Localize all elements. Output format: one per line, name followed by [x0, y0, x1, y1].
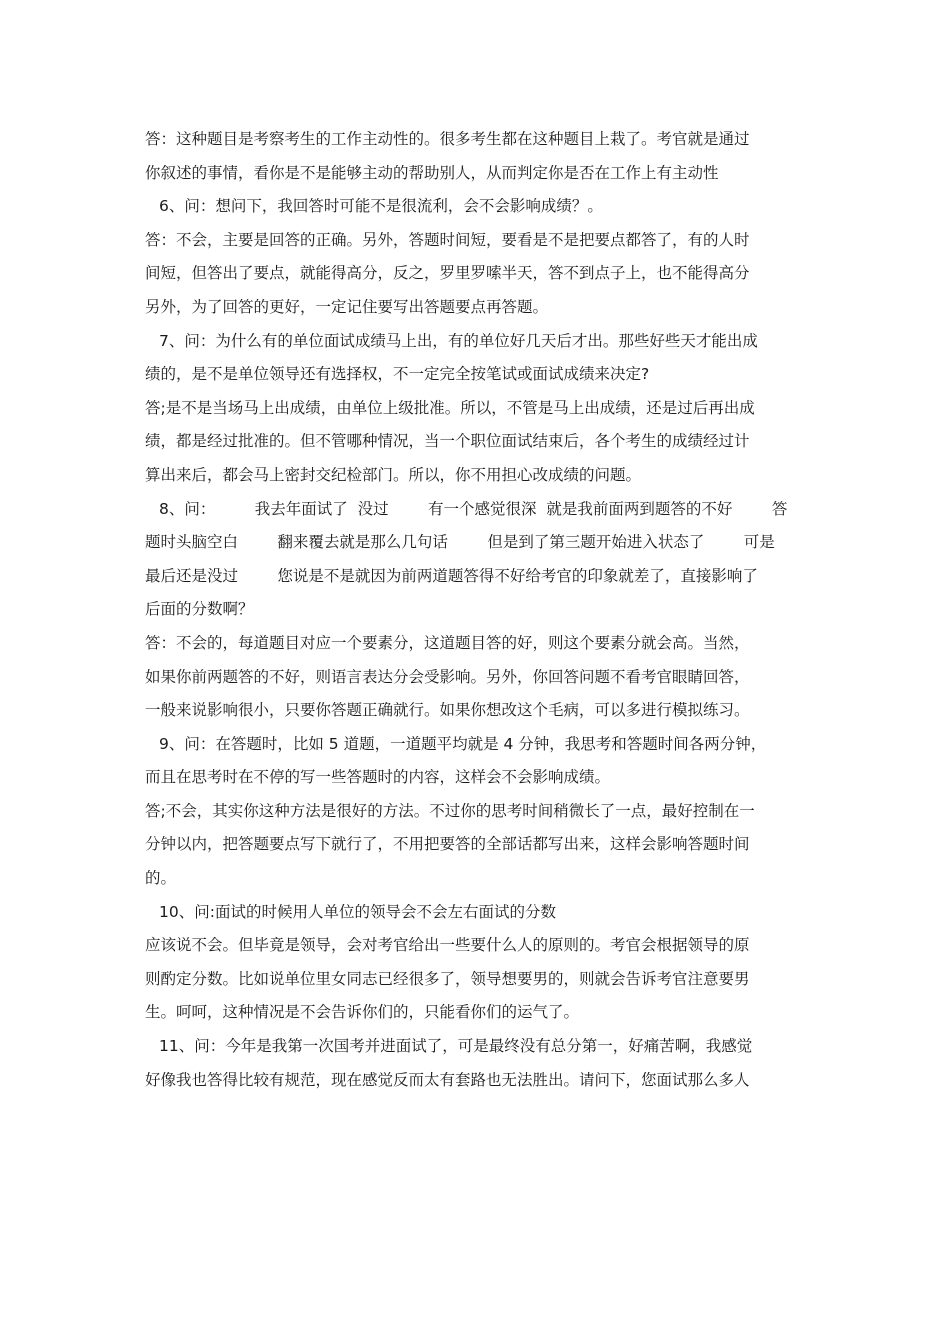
- answer-6-line-2: 间短，但答出了要点，就能得高分，反之，罗里罗嗦半天，答不到点子上，也不能得高分: [145, 264, 750, 283]
- answer-5-line-2: 你叙述的事情，看你是不是能够主动的帮助别人，从而判定你是否在工作上有主动性: [145, 163, 719, 182]
- answer-10-line-1: 应该说不会。但毕竟是领导，会对考官给出一些要什么人的原则的。考官会根据领导的原: [145, 936, 750, 955]
- question-6: 6、问：想问下，我回答时可能不是很流利，会不会影响成绩？。: [159, 197, 603, 216]
- answer-9-line-2: 分钟以内，把答题要点写下就行了，不用把要答的全部话都写出来，这样会影响答题时间: [145, 835, 750, 854]
- question-9-line-2: 而且在思考时在不停的写一些答题时的内容，这样会不会影响成绩。: [145, 768, 611, 787]
- answer-7-line-2: 绩，都是经过批准的。但不管哪种情况，当一个职位面试结束后，各个考生的成绩经过计: [145, 432, 750, 451]
- question-11-line-2: 好像我也答得比较有规范，现在感觉反而太有套路也无法胜出。请问下，您面试那么多人: [145, 1070, 750, 1089]
- answer-8-line-3: 一般来说影响很小，只要你答题正确就行。如果你想改这个毛病，可以多进行模拟练习。: [145, 701, 750, 720]
- answer-9-line-1: 答;不会，其实你这种方法是很好的方法。不过你的思考时间稍微长了一点，最好控制在一: [145, 801, 755, 820]
- question-11-line-1: 11、问：今年是我第一次国考并进面试了，可是最终没有总分第一，好痛苦啊，我感觉: [159, 1037, 753, 1056]
- question-8-line-4: 后面的分数啊？: [145, 600, 254, 619]
- question-10: 10、问:面试的时候用人单位的领导会不会左右面试的分数: [159, 902, 556, 921]
- question-7-line-2: 绩的，是不是单位领导还有选择权，不一定完全按笔试或面试成绩来决定?: [145, 365, 650, 384]
- answer-8-line-2: 如果你前两题答的不好，则语言表达分会受影响。另外，你回答问题不看考官眼睛回答，: [145, 667, 750, 686]
- answer-6-line-3: 另外，为了回答的更好，一定记住要写出答题要点再答题。: [145, 297, 549, 316]
- question-8-line-2: 题时头脑空白 翻来覆去就是那么几句话 但是到了第三题开始进入状态了 可是: [145, 533, 775, 552]
- answer-10-line-3: 生。呵呵，这种情况是不会告诉你们的，只能看你们的运气了。: [145, 1003, 580, 1022]
- question-8-line-1: 8、问： 我去年面试了 没过 有一个感觉很深 就是我前面两到题答的不好 答: [159, 499, 788, 518]
- document-body: [145, 123, 810, 1097]
- answer-9-line-3: 的。: [145, 869, 177, 888]
- answer-8-line-1: 答：不会的，每道题目对应一个要素分，这道题目答的好，则这个要素分就会高。当然，: [145, 633, 750, 652]
- question-8-line-3: 最后还是没过 您说是不是就因为前两道题答得不好给考官的印象就差了，直接影响了: [145, 566, 758, 585]
- answer-7-line-3: 算出来后，都会马上密封交纪检部门。所以，你不用担心改成绩的问题。: [145, 465, 642, 484]
- answer-5-line-1: 答：这种题目是考察考生的工作主动性的。很多考生都在这种题目上栽了。考官就是通过: [145, 130, 750, 148]
- answer-6-line-1: 答：不会，主要是回答的正确。另外，答题时间短，要看是不是把要点都答了，有的人时: [145, 230, 750, 249]
- question-9-line-1: 9、问：在答题时，比如 5 道题，一道题平均就是 4 分钟，我思考和答题时间各两分钟，: [159, 734, 767, 753]
- question-7-line-1: 7、问：为什么有的单位面试成绩马上出，有的单位好几天后才出。那些好些天才能出成: [159, 331, 758, 350]
- answer-10-line-2: 则酌定分数。比如说单位里女同志已经很多了，领导想要男的，则就会告诉考官注意要男: [145, 969, 750, 988]
- answer-7-line-1: 答;是不是当场马上出成绩，由单位上级批准。所以，不管是马上出成绩，还是过后再出成: [145, 398, 755, 417]
